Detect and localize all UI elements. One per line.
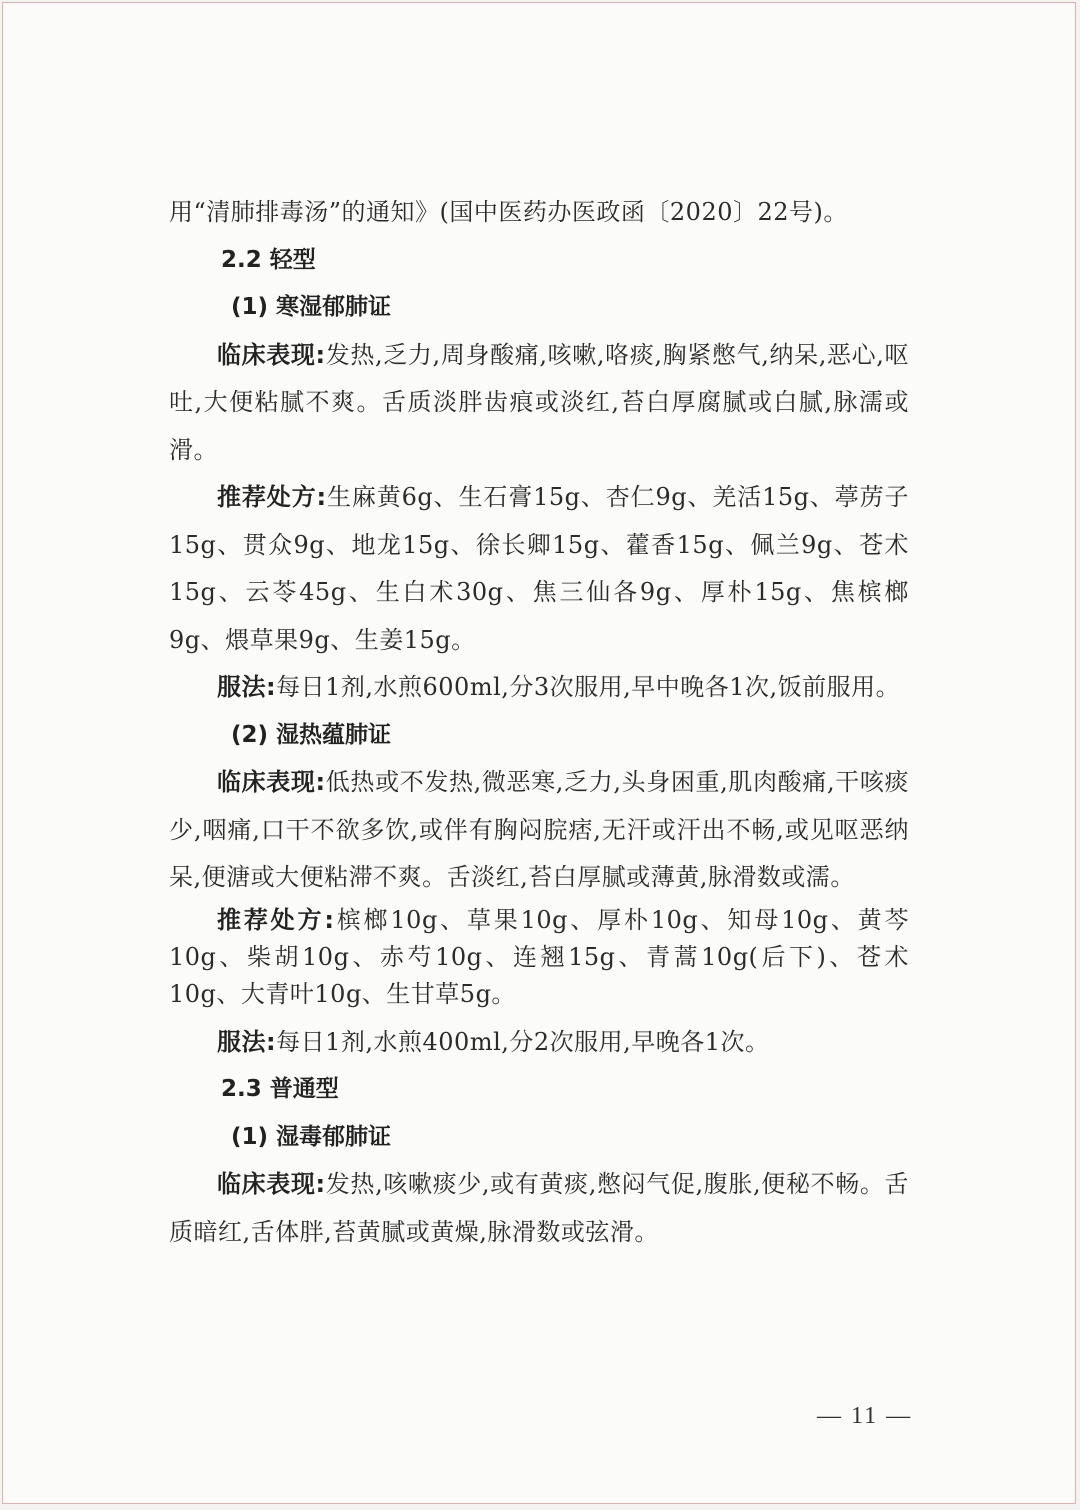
section-heading-mild: 2.2 轻型 [221, 246, 316, 273]
document-page [2, 2, 1076, 1504]
usage-text: 每日1剂,水煎600ml,分3次服用,早中晚各1次,饭前服用。 [276, 673, 901, 701]
paragraph-usage-2 [169, 1019, 909, 1067]
paragraph-clinical-2 [169, 759, 909, 902]
clinical-label: 临床表现: [217, 340, 326, 369]
paragraph-prescription-2 [169, 902, 909, 1013]
document-body [169, 189, 909, 1256]
intro-line: 用“清肺排毒汤”的通知》(国中医药办医政函〔2020〕22号)。 [169, 198, 848, 226]
clinical-text: 发热,咳嗽痰少,或有黄痰,憋闷气促,腹胀,便秘不畅。舌质暗红,舌体胖,苔黄腻或黄燥,脉滑数或弦滑。 [169, 1170, 909, 1246]
syndrome-heading-damp-heat: (2) 湿热蕴肺证 [231, 721, 392, 748]
syndrome-heading-cold-damp: (1) 寒湿郁肺证 [231, 294, 392, 320]
clinical-text: 低热或不发热,微恶寒,乏力,头身困重,肌肉酸痛,干咳痰少,咽痛,口干不欲多饮,或伴有胸闷脘痞,无汗或汗出不畅,或见呕恶纳呆,便溏或大便粘滞不爽。舌淡红,苔白厚腻或薄黄,脉滑数或濡。 [169, 768, 909, 891]
section-heading-common: 2.3 普通型 [221, 1076, 339, 1102]
prescription-text: 生麻黄6g、生石膏15g、杏仁9g、羌活15g、葶苈子15g、贯众9g、地龙15g、徐长卿15g、藿香15g、佩兰9g、苍术15g、云苓45g、生白术30g、焦三仙各9g、厚朴15g、焦槟榔9g、煨草果9g、生姜15g。 [169, 483, 909, 654]
paragraph-clinical-3 [169, 1161, 909, 1256]
prescription-text: 槟榔10g、草果10g、厚朴10g、知母10g、黄芩10g、柴胡10g、赤芍10g、连翘15g、青蒿10g(后下)、苍术10g、大青叶10g、生甘草5g。 [169, 905, 909, 1008]
paragraph-usage-1 [169, 664, 909, 712]
page-number: — 11 — [817, 1403, 913, 1429]
clinical-label: 临床表现: [217, 1170, 326, 1198]
prescription-label: 推荐处方: [217, 483, 327, 511]
paragraph-prescription-1 [169, 474, 909, 664]
usage-text: 每日1剂,水煎400ml,分2次服用,早晚各1次。 [276, 1027, 770, 1056]
clinical-text: 发热,乏力,周身酸痛,咳嗽,咯痰,胸紧憋气,纳呆,恶心,呕吐,大便粘腻不爽。舌质淡胖齿痕或淡红,苔白厚腐腻或白腻,脉濡或滑。 [169, 340, 910, 464]
syndrome-heading-damp-toxin: (1) 湿毒郁肺证 [231, 1123, 392, 1150]
usage-label: 服法: [217, 673, 277, 701]
clinical-label: 临床表现: [217, 768, 326, 796]
paragraph-clinical-1 [169, 332, 909, 475]
prescription-label: 推荐处方: [217, 905, 335, 934]
usage-label: 服法: [217, 1027, 277, 1056]
